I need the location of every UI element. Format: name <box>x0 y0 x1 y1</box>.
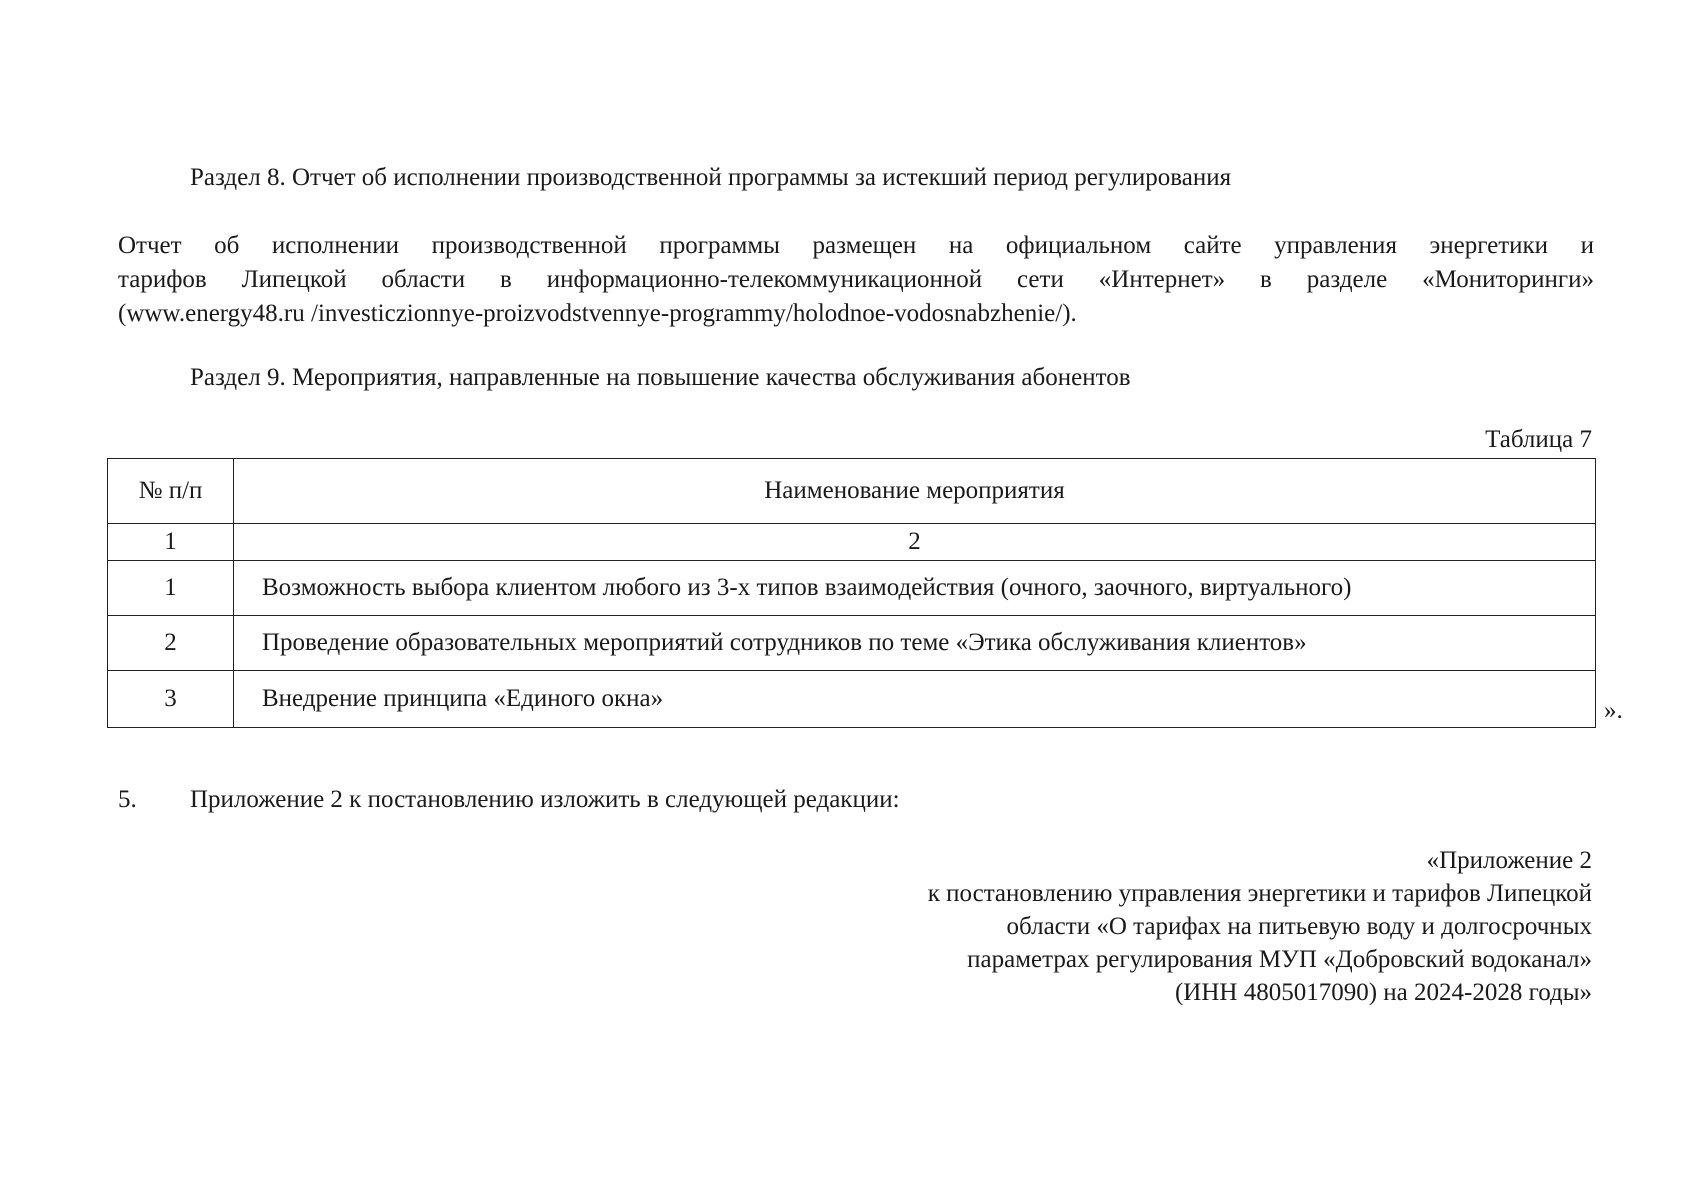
index-cell-2: 2 <box>234 524 1596 561</box>
appendix-header-line-4: параметрах регулирования МУП «Добровский водоканал» <box>967 946 1592 973</box>
closing-quote-mark: ». <box>1604 697 1623 724</box>
item-5-text: Приложение 2 к постановлению изложить в следующей редакции: <box>190 786 900 813</box>
header-cell-name: Наименование мероприятия <box>234 459 1596 524</box>
row-number-cell: 3 <box>108 671 234 728</box>
index-cell-1: 1 <box>108 524 234 561</box>
item-5-number: 5. <box>118 786 137 813</box>
appendix-header-line-1: «Приложение 2 <box>1426 847 1592 874</box>
table-header-row <box>108 459 1596 524</box>
table-index-row <box>108 524 1596 561</box>
row-number-cell: 2 <box>108 616 234 671</box>
section-8-paragraph-line-3: (www.energy48.ru /investiczionnye-proizvodstvennye-programmy/holodnoe-vodosnabzhenie/). <box>118 300 1077 327</box>
measures-table <box>107 458 1596 728</box>
table-row <box>108 671 1596 728</box>
row-name-cell: Внедрение принципа «Единого окна» <box>234 671 1596 728</box>
row-name-cell: Возможность выбора клиентом любого из 3-х типов взаимодействия (очного, заочного, виртуального) <box>234 561 1596 616</box>
section-8-paragraph-line-2: тарифов Липецкой области в информационно-телекоммуникационной сети «Интернет» в разделе «Мониторинги» <box>118 266 1594 293</box>
section-8-paragraph-line-1: Отчет об исполнении производственной программы размещен на официальном сайте управления энергетики и <box>118 232 1594 259</box>
row-number-cell: 1 <box>108 561 234 616</box>
table-caption: Таблица 7 <box>1485 426 1592 453</box>
section-8-heading: Раздел 8. Отчет об исполнении производственной программы за истекший период регулирования <box>190 164 1232 191</box>
table-row <box>108 561 1596 616</box>
section-9-heading: Раздел 9. Мероприятия, направленные на повышение качества обслуживания абонентов <box>190 364 1131 391</box>
appendix-header-line-2: к постановлению управления энергетики и тарифов Липецкой <box>927 880 1592 907</box>
appendix-header-line-5: (ИНН 4805017090) на 2024-2028 годы» <box>1174 979 1592 1006</box>
header-cell-number: № п/п <box>108 459 234 524</box>
appendix-header-line-3: области «О тарифах на питьевую воду и долгосрочных <box>1006 913 1592 940</box>
table-row <box>108 616 1596 671</box>
row-name-cell: Проведение образовательных мероприятий сотрудников по теме «Этика обслуживания клиентов» <box>234 616 1596 671</box>
